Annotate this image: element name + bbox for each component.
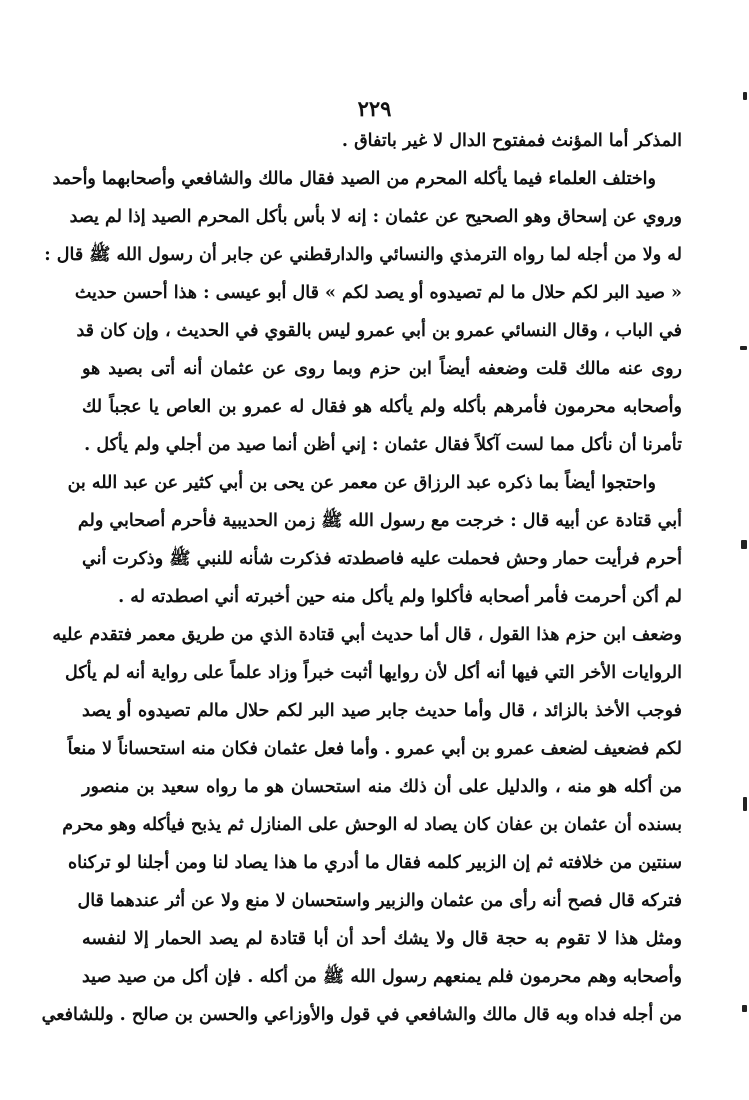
scan-margin-mark [740, 346, 747, 350]
text-line: أحرم فرأيت حمار وحش فحملت عليه فاصطدته فذكرت شأنه للنبي ﷺ وذكرت أني [82, 549, 682, 569]
text-line: لكم فضعيف لضعف عمرو بن أبي عمرو . وأما فعل عثمان فكان منه استحساناً لا منعاً [67, 739, 682, 759]
text-line: من أكله هو منه ، والدليل على أن ذلك منه استحسان هو ما رواه سعيد بن منصور [82, 777, 682, 797]
page-number: ٢٢٩ [357, 96, 392, 121]
text-line: واحتجوا أيضاً بما ذكره عبد الرزاق عن معمر عن يحى بن أبي كثير عن عبد الله بن [67, 473, 656, 493]
text-line: « صيد البر لكم حلال ما لم تصيدوه أو يصد لكم » قال أبو عيسى : هذا أحسن حديث [74, 283, 682, 303]
text-line: وضعف ابن حزم هذا القول ، قال أما حديث أبي قتادة الذي من طريق معمر فتقدم عليه [52, 625, 682, 645]
text-line: وأصحابه وهم محرمون فلم يمنعهم رسول الله ﷺ من أكله . فإن أكل من صيد صيد [82, 967, 682, 987]
scan-margin-mark [741, 540, 747, 549]
text-line: بسنده أن عثمان بن عفان كان يصاد له الوحش على المنازل ثم يذبح فيأكله وهو محرم [62, 815, 682, 835]
text-line: وروي عن إسحاق وهو الصحيح عن عثمان : إنه لا بأس بأكل المحرم الصيد إذا لم يصد [69, 207, 682, 227]
text-line: روى عنه مالك قلت وضعفه أيضاً ابن حزم وبما روى عن عثمان أنه أتى بصيد هو [82, 359, 682, 379]
text-line: أبي قتادة عن أبيه قال : خرجت مع رسول الله ﷺ زمن الحديبية فأحرم أصحابي ولم [77, 511, 682, 531]
text-line: له ولا من أجله لما رواه الترمذي والنسائي والدارقطني عن جابر أن رسول الله ﷺ قال : [44, 245, 682, 265]
text-line: وأصحابه محرمون فأمرهم بأكله ولم يأكله هو فقال له عمرو بن العاص يا عجباً لك [82, 397, 682, 417]
text-line: الروايات الأخر التي فيها أنه أكل لأن روايها أثبت خبراً وزاد علماً على رواية أنه لم يأكل [65, 663, 682, 683]
body-text [41, 122, 682, 1034]
text-line: تأمرنا أن نأكل مما لست آكلاً فقال عثمان : إني أظن أنما صيد من أجلي ولم يأكل . [84, 435, 682, 455]
text-line: سنتين من خلافته ثم إن الزبير كلمه فقال ما أدري ما هذا يصاد لنا ومن أجلنا لو تركناه [67, 853, 682, 873]
text-line: ومثل هذا لا تقوم به حجة قال ولا يشك أحد أن أبا قتادة لم يصد الحمار إلا لنفسه [82, 929, 682, 949]
text-line: المذكر أما المؤنث فمفتوح الدال لا غير باتفاق . [341, 131, 682, 151]
scan-margin-mark [742, 1005, 747, 1012]
text-line: لم أكن أحرمت فأمر أصحابه فأكلوا ولم يأكل منه حين أخبرته أني اصطدته له . [118, 587, 682, 607]
scan-margin-mark [743, 92, 747, 100]
text-line: واختلف العلماء فيما يأكله المحرم من الصيد فقال مالك والشافعي وأصحابهما وأحمد [52, 169, 656, 189]
text-line: فوجب الأخذ بالزائد ، قال وأما حديث جابر صيد البر لكم حلال مالم تصيدوه أو يصد [82, 701, 682, 721]
text-line: في الباب ، وقال النسائي عمرو بن أبي عمرو ليس بالقوي في الحديث ، وإن كان قد [76, 321, 682, 341]
text-line: فتركه قال فصح أنه رأى من عثمان والزبير واستحسان لا منع ولا عن أثر عندهما قال [77, 891, 682, 911]
scan-margin-mark [743, 797, 747, 811]
text-line: من أجله فداه وبه قال مالك والشافعي في قول والأوزاعي والحسن بن صالح . وللشافعي [41, 1005, 682, 1025]
